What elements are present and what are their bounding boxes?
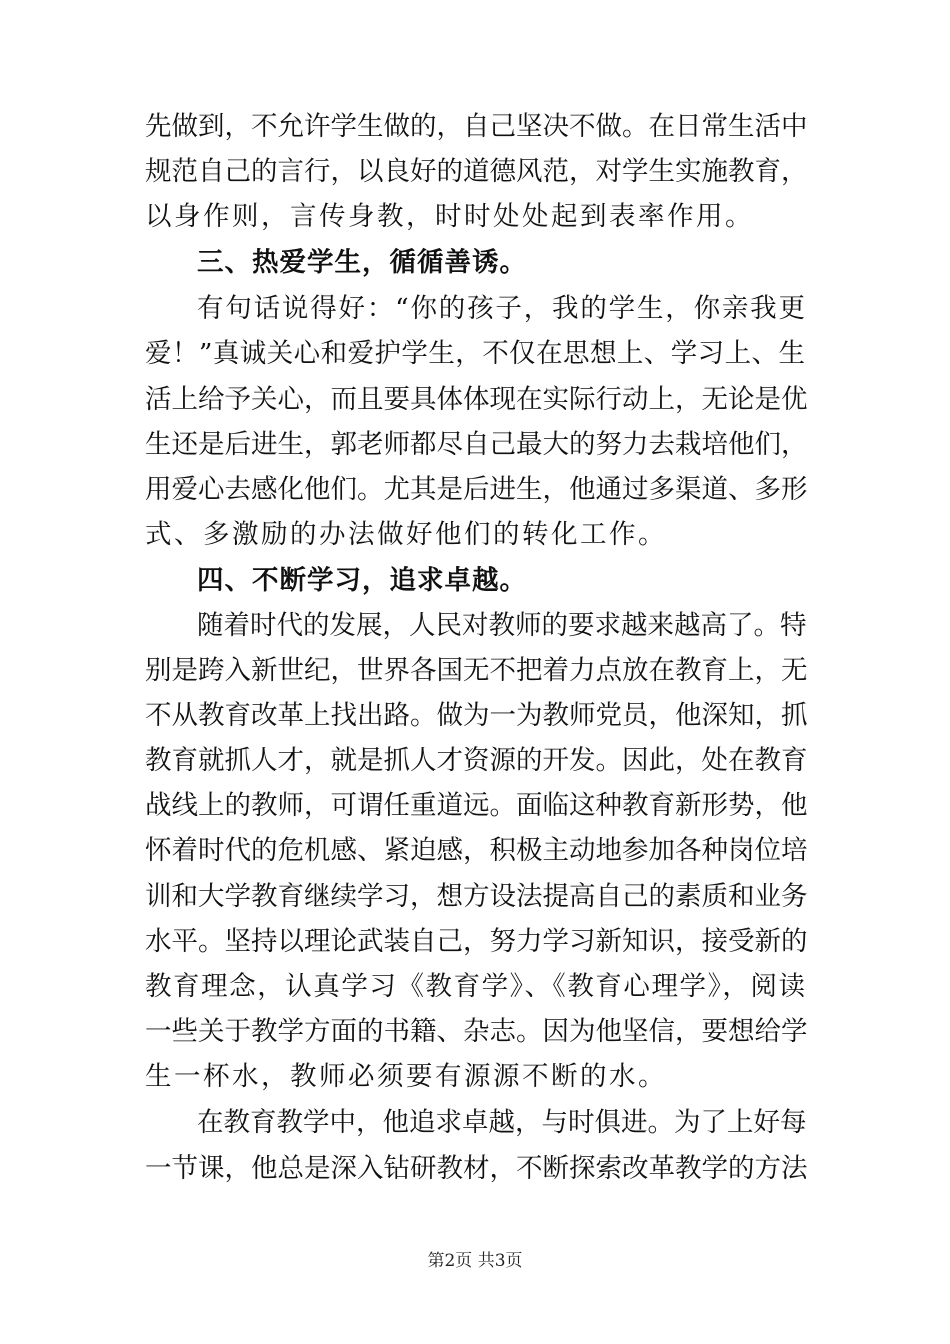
paragraph-line: 在教育教学中，他追求卓越，与时俱进。为了上好每 bbox=[197, 1107, 807, 1138]
paragraph-line: 爱！”真诚关心和爱护学生，不仅在思想上、学习上、生 bbox=[145, 338, 805, 369]
paragraph-line: 水平。坚持以理论武装自己，努力学习新知识，接受新的 bbox=[145, 926, 808, 957]
page-footer: 第2页 共3页 bbox=[427, 1251, 523, 1271]
paragraph-line: 教育就抓人才，就是抓人才资源的开发。因此，处在教育 bbox=[145, 745, 808, 776]
section-heading: 三、热爱学生，循循善诱。 bbox=[197, 247, 527, 278]
paragraph-line: 教育理念，认真学习《教育学》、《教育心理学》，阅读 bbox=[145, 971, 805, 1002]
paragraph-line: 怀着时代的危机感、紧迫感，积极主动地参加各种岗位培 bbox=[145, 835, 808, 866]
paragraph-line: 随着时代的发展，人民对教师的要求越来越高了。特 bbox=[197, 610, 807, 641]
paragraph-line: 生一杯水，教师必须要有源源不断的水。 bbox=[145, 1061, 667, 1092]
section-heading: 四、不断学习，追求卓越。 bbox=[197, 565, 527, 596]
paragraph-line: 式、多激励的办法做好他们的转化工作。 bbox=[145, 519, 667, 550]
paragraph-line: 别是跨入新世纪，世界各国无不把着力点放在教育上，无 bbox=[145, 655, 808, 686]
paragraph-line: 训和大学教育继续学习，想方设法提高自己的素质和业务 bbox=[145, 881, 808, 912]
paragraph-line: 以身作则，言传身教，时时处处起到表率作用。 bbox=[145, 201, 754, 232]
paragraph-line: 规范自己的言行，以良好的道德风范，对学生实施教育， bbox=[145, 156, 808, 187]
paragraph-line: 一节课，他总是深入钻研教材，不断探索改革教学的方法 bbox=[145, 1153, 808, 1184]
paragraph-line: 用爱心去感化他们。尤其是后进生，他通过多渠道、多形 bbox=[145, 474, 808, 505]
paragraph-line: 一些关于教学方面的书籍、杂志。因为他坚信，要想给学 bbox=[145, 1016, 808, 1047]
paragraph-line: 先做到，不允许学生做的，自己坚决不做。在日常生活中 bbox=[145, 111, 808, 142]
paragraph-line: 不从教育改革上找出路。做为一为教师党员，他深知，抓 bbox=[145, 700, 808, 731]
paragraph-line: 战线上的教师，可谓任重道远。面临这种教育新形势，他 bbox=[145, 790, 808, 821]
paragraph-line: 有句话说得好：“你的孩子，我的学生，你亲我更 bbox=[197, 293, 805, 324]
paragraph-line: 生还是后进生，郭老师都尽自己最大的努力去栽培他们， bbox=[145, 429, 808, 460]
paragraph-line: 活上给予关心，而且要具体体现在实际行动上，无论是优 bbox=[145, 384, 808, 415]
